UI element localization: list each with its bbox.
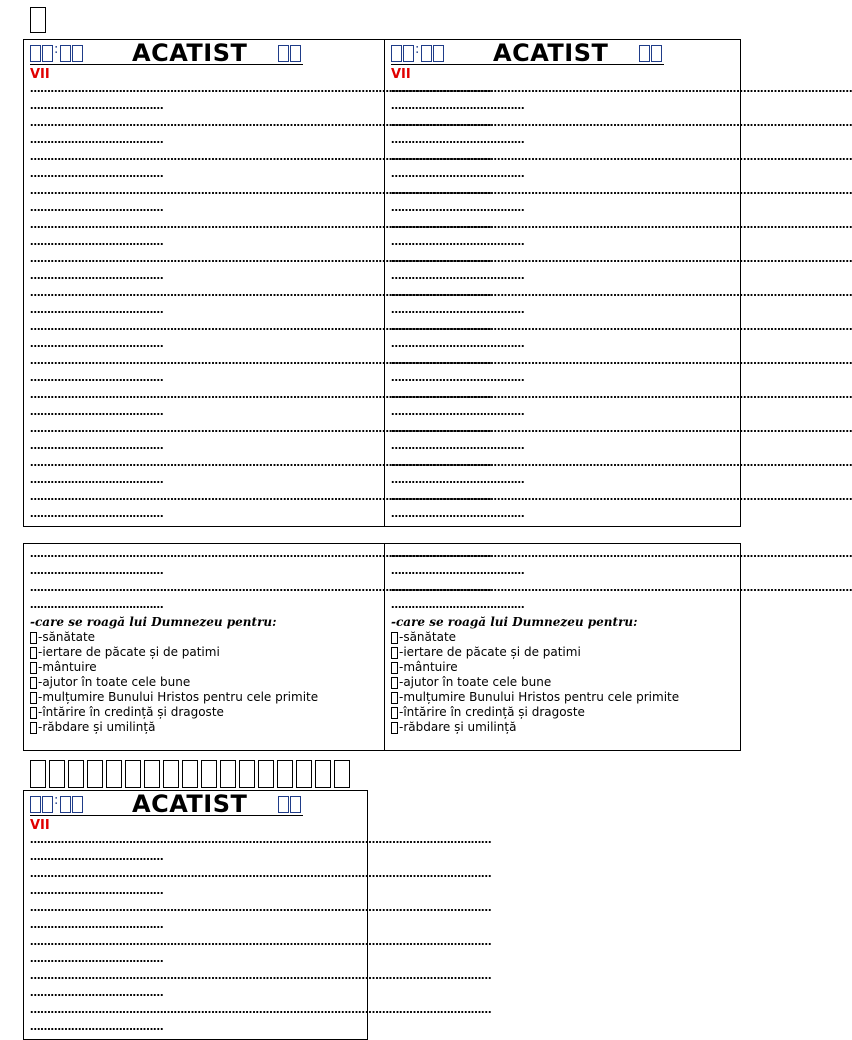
checkbox-glyph-icon [30, 677, 37, 689]
header-glyph-icon [421, 45, 432, 62]
dotted-line-short: ………………………………… [391, 474, 525, 486]
dotted-line-short: ………………………………… [30, 270, 164, 282]
title-underline [391, 64, 664, 65]
dotted-line-full: ……………………………………………………………………………………………………………………… [391, 151, 852, 163]
dotted-line-short: ………………………………… [30, 202, 164, 214]
header-glyph-icon [433, 45, 444, 62]
dotted-line-full: ……………………………………………………………………………………………………………………… [391, 253, 852, 265]
dotted-line-short: ………………………………… [30, 851, 164, 863]
card-subtitle: VII [30, 818, 50, 833]
dotted-line-short: ………………………………… [391, 372, 525, 384]
prayer-item [24, 690, 384, 705]
dotted-line-short: ………………………………… [30, 599, 164, 611]
dotted-line-short: ………………………………… [30, 953, 164, 965]
dotted-line-full: ……………………………………………………………………………………………………………………… [30, 1004, 492, 1016]
prayer-item [24, 660, 384, 675]
dotted-line-short: ………………………………… [391, 599, 525, 611]
checkbox-glyph-icon [391, 647, 398, 659]
missing-glyph-icon [220, 760, 236, 788]
header-colon: : [54, 42, 59, 57]
prayer-item-text: -iertare de păcate și de patimi [399, 645, 581, 659]
checkbox-glyph-icon [30, 662, 37, 674]
dotted-line-short: ………………………………… [391, 565, 525, 577]
dotted-line-full: ……………………………………………………………………………………………………………………… [30, 321, 492, 333]
dotted-line-full: ……………………………………………………………………………………………………………………… [30, 253, 492, 265]
dotted-line-short: ………………………………… [391, 508, 525, 520]
header-glyph-icon [30, 796, 41, 813]
prayer-item-text: -mântuire [38, 660, 97, 674]
dotted-line-full: ……………………………………………………………………………………………………………………… [30, 548, 492, 560]
dotted-line-short: ………………………………… [391, 406, 525, 418]
checkbox-glyph-icon [391, 692, 398, 704]
header-glyph-icon [42, 796, 53, 813]
dotted-line-full: ……………………………………………………………………………………………………………………… [30, 491, 492, 503]
missing-glyph-icon [163, 760, 179, 788]
prayer-item [24, 705, 384, 720]
dotted-line-full: ……………………………………………………………………………………………………………………… [391, 355, 852, 367]
dotted-line-short: ………………………………… [391, 134, 525, 146]
dotted-line-short: ………………………………… [30, 508, 164, 520]
header-glyph-icon [403, 45, 414, 62]
missing-glyph-row [30, 760, 350, 788]
dotted-line-short: ………………………………… [391, 202, 525, 214]
card-header [24, 40, 384, 68]
top-mark-icon [30, 7, 46, 33]
card-header [385, 40, 740, 68]
dotted-line-full: ……………………………………………………………………………………………………………………… [30, 287, 492, 299]
header-glyph-icon [290, 45, 301, 62]
missing-glyph-icon [334, 760, 350, 788]
checkbox-glyph-icon [30, 722, 37, 734]
dotted-line-full: ……………………………………………………………………………………………………………………… [391, 219, 852, 231]
missing-glyph-icon [239, 760, 255, 788]
dotted-line-short: ………………………………… [391, 304, 525, 316]
dotted-line-short: ………………………………… [391, 236, 525, 248]
prayer-item [24, 675, 384, 690]
dotted-line-full: ……………………………………………………………………………………………………………………… [30, 151, 492, 163]
dotted-line-full: ……………………………………………………………………………………………………………………… [391, 491, 852, 503]
missing-glyph-icon [87, 760, 103, 788]
missing-glyph-icon [277, 760, 293, 788]
dotted-line-full: ……………………………………………………………………………………………………………………… [30, 423, 492, 435]
header-colon: : [415, 42, 420, 57]
prayer-item [24, 720, 384, 735]
dotted-line-full: ……………………………………………………………………………………………………………………… [391, 83, 852, 95]
fill-in-lines [24, 546, 492, 614]
header-glyph-icon [30, 45, 41, 62]
missing-glyph-icon [182, 760, 198, 788]
prayer-item [385, 690, 740, 705]
dotted-line-short: ………………………………… [30, 406, 164, 418]
dotted-line-short: ………………………………… [30, 372, 164, 384]
dotted-line-full: ……………………………………………………………………………………………………………………… [391, 582, 852, 594]
prayer-item [385, 660, 740, 675]
acatist-card-bottom [23, 790, 492, 1040]
prayer-item-text: -sănătate [38, 630, 96, 644]
dotted-line-full: ……………………………………………………………………………………………………………………… [30, 457, 492, 469]
dotted-line-full: ……………………………………………………………………………………………………………………… [30, 355, 492, 367]
header-glyph-icon [60, 796, 71, 813]
dotted-line-full: ……………………………………………………………………………………………………………………… [30, 117, 492, 129]
prayer-item-text: -sănătate [399, 630, 457, 644]
dotted-line-full: ……………………………………………………………………………………………………………………… [30, 582, 492, 594]
header-glyph-icon [391, 45, 402, 62]
dotted-line-short: ………………………………… [30, 919, 164, 931]
card-title: ACATIST [132, 39, 248, 67]
dotted-line-short: ………………………………… [30, 134, 164, 146]
card-subtitle: VII [391, 67, 411, 82]
dotted-line-short: ………………………………… [391, 100, 525, 112]
header-glyph-icon [42, 45, 53, 62]
prayer-item [385, 630, 740, 645]
prayer-item-text: -ajutor în toate cele bune [399, 675, 552, 689]
checkbox-glyph-icon [30, 647, 37, 659]
acatist-column-right [385, 39, 852, 526]
header-glyph-icon [290, 796, 301, 813]
missing-glyph-icon [125, 760, 141, 788]
prayer-list [24, 630, 384, 735]
dotted-line-short: ………………………………… [391, 270, 525, 282]
dotted-line-full: ……………………………………………………………………………………………………………………… [30, 936, 492, 948]
checkbox-glyph-icon [30, 632, 37, 644]
checkbox-glyph-icon [391, 662, 398, 674]
prayer-item-text: -întărire în credință și dragoste [38, 705, 224, 719]
prayer-item [385, 645, 740, 660]
dotted-line-short: ………………………………… [30, 100, 164, 112]
prayer-heading: -care se roagă lui Dumnezeu pentru: [391, 615, 638, 629]
missing-glyph-icon [315, 760, 331, 788]
dotted-line-short: ………………………………… [391, 440, 525, 452]
prayer-heading: -care se roagă lui Dumnezeu pentru: [30, 615, 277, 629]
checkbox-glyph-icon [30, 692, 37, 704]
card-title: ACATIST [493, 39, 609, 67]
dotted-line-full: ……………………………………………………………………………………………………………………… [30, 219, 492, 231]
prayer-item-text: -răbdare și umilință [399, 720, 517, 734]
dotted-line-short: ………………………………… [30, 474, 164, 486]
checkbox-glyph-icon [391, 707, 398, 719]
prayer-item-text: -întărire în credință și dragoste [399, 705, 585, 719]
prayer-item-text: -mântuire [399, 660, 458, 674]
title-underline [30, 815, 303, 816]
acatist-column-left [24, 39, 492, 526]
header-glyph-icon [278, 796, 289, 813]
missing-glyph-icon [201, 760, 217, 788]
dotted-line-full: ……………………………………………………………………………………………………………………… [30, 834, 492, 846]
header-glyph-icon [72, 796, 83, 813]
dotted-line-full: ……………………………………………………………………………………………………………………… [391, 423, 852, 435]
dotted-line-full: ……………………………………………………………………………………………………………………… [391, 548, 852, 560]
missing-glyph-icon [258, 760, 274, 788]
dotted-line-short: ………………………………… [30, 885, 164, 897]
dotted-line-short: ………………………………… [30, 168, 164, 180]
missing-glyph-icon [68, 760, 84, 788]
missing-glyph-icon [30, 760, 46, 788]
dotted-line-full: ……………………………………………………………………………………………………………………… [391, 389, 852, 401]
dotted-line-full: ……………………………………………………………………………………………………………………… [391, 457, 852, 469]
dotted-line-full: ……………………………………………………………………………………………………………………… [30, 389, 492, 401]
card-subtitle: VII [30, 67, 50, 82]
dotted-line-full: ……………………………………………………………………………………………………………………… [30, 185, 492, 197]
dotted-line-full: ……………………………………………………………………………………………………………………… [391, 321, 852, 333]
prayer-item-text: -iertare de păcate și de patimi [38, 645, 220, 659]
header-glyph-icon [72, 45, 83, 62]
checkbox-glyph-icon [391, 722, 398, 734]
header-glyph-icon [60, 45, 71, 62]
acatist-card-continuation [23, 543, 852, 751]
checkbox-glyph-icon [391, 677, 398, 689]
missing-glyph-icon [144, 760, 160, 788]
card-title: ACATIST [132, 790, 248, 818]
acatist-card-top [23, 39, 852, 527]
continuation-column-left [24, 544, 492, 750]
dotted-line-short: ………………………………… [30, 565, 164, 577]
dotted-line-full: ……………………………………………………………………………………………………………………… [391, 117, 852, 129]
acatist-column-single [24, 790, 492, 1036]
header-glyph-icon [639, 45, 650, 62]
dotted-line-short: ………………………………… [391, 338, 525, 350]
prayer-item [24, 645, 384, 660]
prayer-item [24, 630, 384, 645]
prayer-item [385, 720, 740, 735]
dotted-line-full: ……………………………………………………………………………………………………………………… [30, 970, 492, 982]
fill-in-lines [24, 81, 492, 523]
checkbox-glyph-icon [30, 707, 37, 719]
dotted-line-short: ………………………………… [30, 987, 164, 999]
dotted-line-full: ……………………………………………………………………………………………………………………… [391, 185, 852, 197]
missing-glyph-icon [49, 760, 65, 788]
dotted-line-short: ………………………………… [30, 1021, 164, 1033]
dotted-line-short: ………………………………… [30, 236, 164, 248]
dotted-line-short: ………………………………… [30, 338, 164, 350]
dotted-line-full: ……………………………………………………………………………………………………………………… [391, 287, 852, 299]
prayer-item-text: -răbdare și umilință [38, 720, 156, 734]
missing-glyph-icon [106, 760, 122, 788]
dotted-line-full: ……………………………………………………………………………………………………………………… [30, 868, 492, 880]
header-glyph-icon [278, 45, 289, 62]
prayer-item-text: -mulțumire Bunului Hristos pentru cele primite [38, 690, 319, 704]
dotted-line-short: ………………………………… [30, 440, 164, 452]
title-underline [30, 64, 303, 65]
dotted-line-full: ……………………………………………………………………………………………………………………… [30, 902, 492, 914]
dotted-line-short: ………………………………… [30, 304, 164, 316]
missing-glyph-icon [296, 760, 312, 788]
fill-in-lines [385, 546, 852, 614]
header-colon: : [54, 793, 59, 808]
card-header [24, 791, 367, 819]
fill-in-lines [385, 81, 852, 523]
prayer-item [385, 705, 740, 720]
prayer-list [385, 630, 740, 735]
header-glyph-icon [651, 45, 662, 62]
dotted-line-short: ………………………………… [391, 168, 525, 180]
continuation-column-right [385, 544, 852, 750]
dotted-line-full: ……………………………………………………………………………………………………………………… [30, 83, 492, 95]
prayer-item-text: -mulțumire Bunului Hristos pentru cele primite [399, 690, 680, 704]
prayer-item [385, 675, 740, 690]
checkbox-glyph-icon [391, 632, 398, 644]
fill-in-lines [24, 832, 492, 1036]
prayer-item-text: -ajutor în toate cele bune [38, 675, 191, 689]
